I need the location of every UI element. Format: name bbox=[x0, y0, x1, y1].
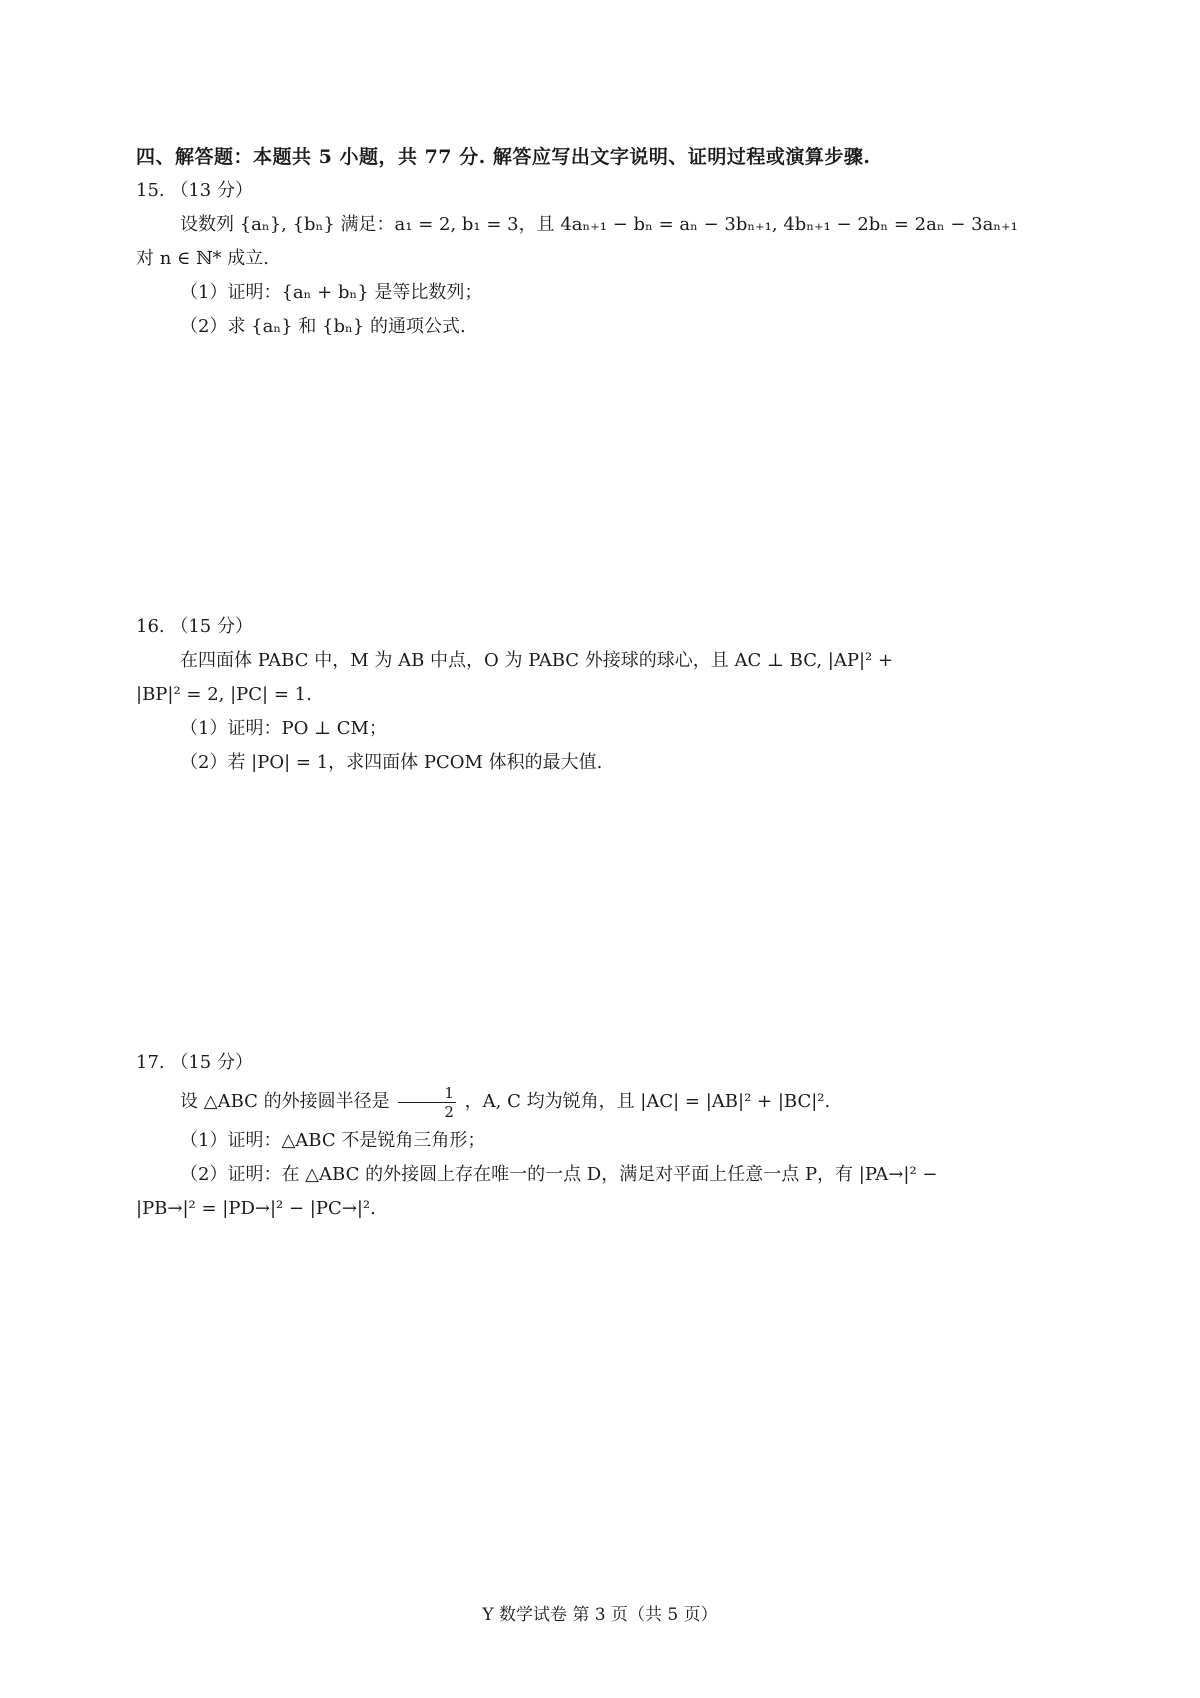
question-16-part1: （1）证明：PO ⊥ CM； bbox=[180, 718, 387, 739]
question-15-stem-line1: 设数列 {aₙ}, {bₙ} 满足：a₁ = 2, b₁ = 3，且 4aₙ₊₁ − bₙ = aₙ − 3bₙ₊₁, 4bₙ₊₁ − 2bₙ = 2aₙ − 3aₙ₊₁ bbox=[180, 214, 1018, 235]
question-16-part2: （2）若 |PO| = 1，求四面体 PCOM 体积的最大值. bbox=[180, 752, 603, 773]
question-17-stem-post: ，A, C 均为锐角，且 |AC| = |AB|² + |BC|². bbox=[464, 1091, 831, 1112]
question-17-number: 17. （15 分） bbox=[136, 1052, 253, 1073]
question-17 bbox=[136, 1046, 1066, 1226]
question-15-stem-line2: 对 n ∈ ℕ* 成立. bbox=[136, 248, 269, 269]
fraction-denominator: 2 bbox=[444, 1102, 454, 1121]
question-17-part2-line2: |PB→|² = |PD→|² − |PC→|². bbox=[136, 1198, 376, 1219]
fraction-numerator: 1 bbox=[398, 1084, 456, 1103]
question-16-number: 16. （15 分） bbox=[136, 616, 253, 637]
question-16 bbox=[136, 610, 1066, 780]
question-17-part2-line1: （2）证明：在 △ABC 的外接圆上存在唯一的一点 D，满足对平面上任意一点 P，有 |PA→|² − bbox=[180, 1164, 938, 1185]
fraction-one-half bbox=[398, 1084, 456, 1121]
question-16-stem-line1: 在四面体 PABC 中，M 为 AB 中点，O 为 PABC 外接球的球心，且 AC ⊥ BC, |AP|² + bbox=[180, 650, 894, 671]
question-17-stem bbox=[136, 1080, 1066, 1124]
section-heading: 四、解答题：本题共 5 小题，共 77 分. 解答应写出文字说明、证明过程或演算步骤. bbox=[136, 146, 871, 168]
question-15 bbox=[136, 174, 1066, 344]
question-16-stem-line2: |BP|² = 2, |PC| = 1. bbox=[136, 684, 312, 705]
question-15-part2: （2）求 {aₙ} 和 {bₙ} 的通项公式. bbox=[180, 316, 466, 337]
question-17-stem-pre: 设 △ABC 的外接圆半径是 bbox=[180, 1091, 390, 1112]
question-15-part1: （1）证明：{aₙ + bₙ} 是等比数列； bbox=[180, 282, 483, 303]
page-footer: Y 数学试卷 第 3 页（共 5 页） bbox=[482, 1605, 718, 1625]
question-15-number: 15. （13 分） bbox=[136, 180, 253, 201]
question-17-part1: （1）证明：△ABC 不是锐角三角形； bbox=[180, 1130, 486, 1151]
